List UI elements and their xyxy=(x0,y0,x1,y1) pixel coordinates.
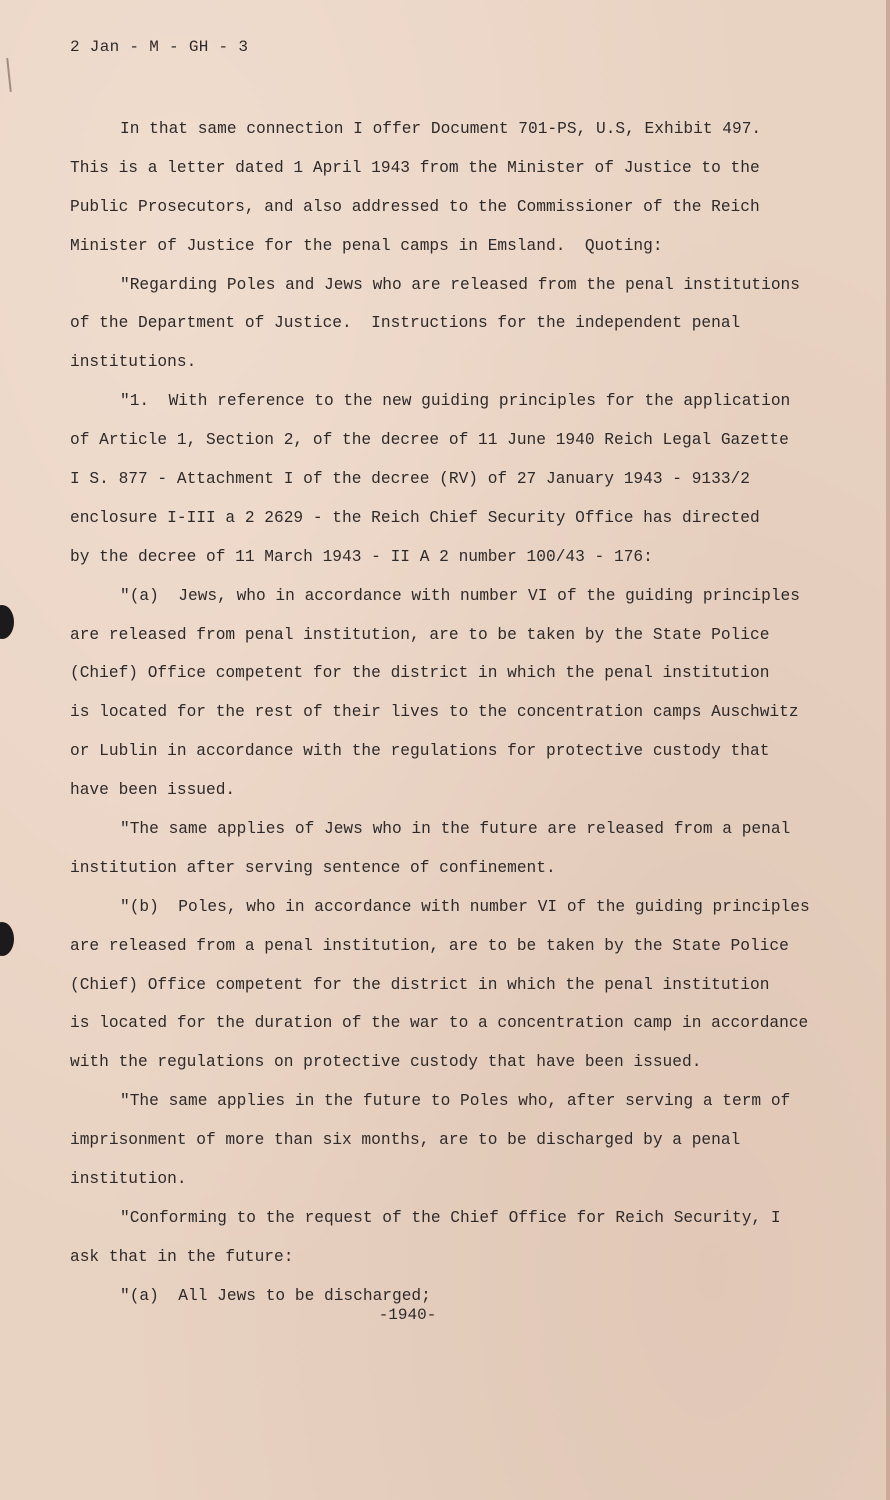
text-line: "(a) Jews, who in accordance with number VI of the guiding principles xyxy=(120,586,800,605)
margin-mark xyxy=(6,58,12,92)
text-line: In that same connection I offer Document 701-PS, U.S, Exhibit 497. xyxy=(120,120,762,138)
document-body xyxy=(70,110,810,1316)
text-line: ask that in the future: xyxy=(70,1247,294,1266)
text-line: of the Department of Justice. Instructions for the independent penal xyxy=(70,314,741,333)
text-line: (Chief) Office competent for the district in which the penal institution xyxy=(70,664,770,683)
text-line: institutions. xyxy=(70,353,197,372)
text-line: enclosure I-III a 2 2629 - the Reich Chief Security Office has directed xyxy=(70,508,760,527)
text-line: "(b) Poles, who in accordance with number VI of the guiding principles xyxy=(120,897,810,916)
text-line: are released from a penal institution, are to be taken by the State Police xyxy=(70,936,789,955)
text-line: "Regarding Poles and Jews who are released from the penal institutions xyxy=(120,275,800,294)
punch-hole-upper xyxy=(0,605,14,639)
text-line: imprisonment of more than six months, are to be discharged by a penal xyxy=(70,1131,741,1150)
text-line: "(a) All Jews to be discharged; xyxy=(120,1286,431,1305)
page-header: 2 Jan - M - GH - 3 xyxy=(70,38,249,56)
punch-hole-lower xyxy=(0,922,14,956)
text-line: "The same applies of Jews who in the future are released from a penal xyxy=(120,820,791,839)
text-line: by the decree of 11 March 1943 - II A 2 number 100/43 - 176: xyxy=(70,547,653,566)
paper-edge xyxy=(886,0,890,1500)
text-line: or Lublin in accordance with the regulations for protective custody that xyxy=(70,742,770,761)
text-line: have been issued. xyxy=(70,781,236,800)
text-line: is located for the rest of their lives to the concentration camps Auschwitz xyxy=(70,703,799,722)
text-line: (Chief) Office competent for the district in which the penal institution xyxy=(70,975,770,994)
text-line: I S. 877 - Attachment I of the decree (RV) of 27 January 1943 - 9133/2 xyxy=(70,470,750,489)
text-line: "Conforming to the request of the Chief Office for Reich Security, I xyxy=(120,1208,781,1227)
text-line: "1. With reference to the new guiding principles for the application xyxy=(120,392,791,411)
text-line: with the regulations on protective custody that have been issued. xyxy=(70,1053,702,1072)
text-line: institution after serving sentence of confinement. xyxy=(70,858,556,877)
text-line: institution. xyxy=(70,1170,187,1189)
text-line: are released from penal institution, are to be taken by the State Police xyxy=(70,625,770,644)
text-line: Public Prosecutors, and also addressed to the Commissioner of the Reich xyxy=(70,197,760,216)
text-line: This is a letter dated 1 April 1943 from the Minister of Justice to the xyxy=(70,158,760,177)
text-line: is located for the duration of the war to a concentration camp in accordance xyxy=(70,1014,809,1033)
text-line: of Article 1, Section 2, of the decree of 11 June 1940 Reich Legal Gazette xyxy=(70,431,789,450)
text-line: "The same applies in the future to Poles who, after serving a term of xyxy=(120,1092,791,1111)
text-line: Minister of Justice for the penal camps in Emsland. Quoting: xyxy=(70,236,663,255)
page-number: -1940- xyxy=(378,1306,437,1324)
